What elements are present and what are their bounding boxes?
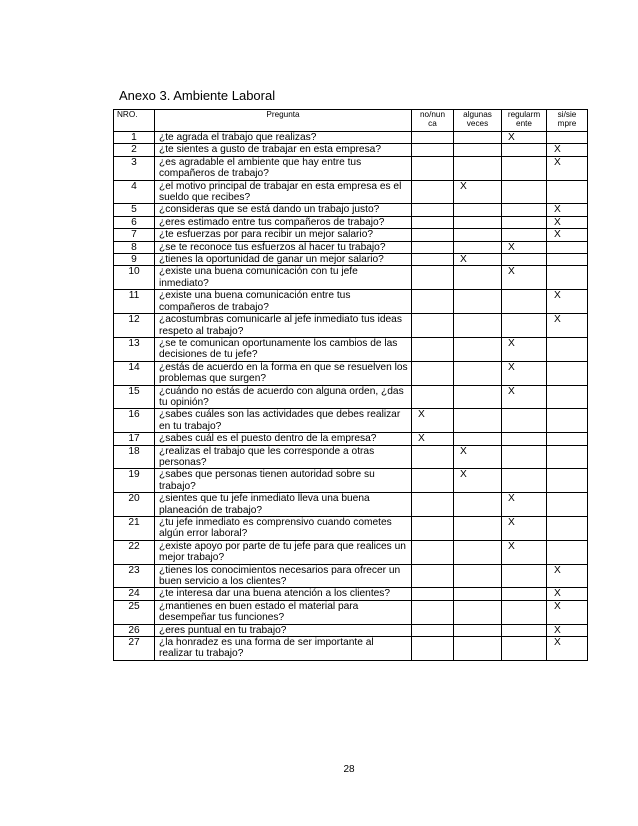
answer-regularmente <box>502 216 547 228</box>
row-number: 13 <box>114 337 155 361</box>
answer-regularmente <box>502 445 547 469</box>
answer-nunca <box>412 624 454 636</box>
row-number: 16 <box>114 409 155 433</box>
answer-siempre <box>547 517 588 541</box>
table-row <box>114 241 588 253</box>
table-row <box>114 385 588 409</box>
question-cell: ¿la honradez es una forma de ser importante al realizar tu trabajo? <box>155 637 412 661</box>
table-row <box>114 600 588 624</box>
header-siempre: si/sie mpre <box>547 110 588 132</box>
row-number: 5 <box>114 204 155 216</box>
row-number: 2 <box>114 144 155 156</box>
table-body <box>114 132 588 661</box>
answer-nunca <box>412 493 454 517</box>
answer-algunas-veces <box>454 132 502 144</box>
question-cell: ¿realizas el trabajo que les corresponde a otras personas? <box>155 445 412 469</box>
answer-siempre <box>547 266 588 290</box>
row-number: 18 <box>114 445 155 469</box>
answer-algunas-veces <box>454 493 502 517</box>
question-cell: ¿cuándo no estás de acuerdo con alguna orden, ¿das tu opinión? <box>155 385 412 409</box>
question-cell: ¿sientes que tu jefe inmediato lleva una buena planeación de trabajo? <box>155 493 412 517</box>
answer-siempre: X <box>547 600 588 624</box>
answer-siempre <box>547 445 588 469</box>
answer-siempre <box>547 385 588 409</box>
table-row <box>114 314 588 338</box>
row-number: 20 <box>114 493 155 517</box>
answer-siempre: X <box>547 624 588 636</box>
table-row <box>114 445 588 469</box>
document-title: Anexo 3. Ambiente Laboral <box>119 88 276 103</box>
row-number: 15 <box>114 385 155 409</box>
answer-nunca <box>412 156 454 180</box>
answer-siempre: X <box>547 564 588 588</box>
row-number: 21 <box>114 517 155 541</box>
answer-regularmente: X <box>502 361 547 385</box>
answer-algunas-veces <box>454 409 502 433</box>
table-row <box>114 132 588 144</box>
answer-nunca <box>412 540 454 564</box>
table-row <box>114 409 588 433</box>
answer-regularmente <box>502 156 547 180</box>
answer-algunas-veces <box>454 290 502 314</box>
answer-regularmente <box>502 229 547 241</box>
answer-algunas-veces <box>454 229 502 241</box>
answer-regularmente <box>502 433 547 445</box>
row-number: 24 <box>114 588 155 600</box>
answer-nunca <box>412 588 454 600</box>
survey-table <box>113 109 588 661</box>
answer-algunas-veces <box>454 517 502 541</box>
row-number: 7 <box>114 229 155 241</box>
answer-algunas-veces <box>454 156 502 180</box>
table-row <box>114 564 588 588</box>
row-number: 11 <box>114 290 155 314</box>
header-pregunta: Pregunta <box>155 110 412 132</box>
question-cell: ¿se te reconoce tus esfuerzos al hacer tu trabajo? <box>155 241 412 253</box>
question-cell: ¿el motivo principal de trabajar en esta empresa es el sueldo que recibes? <box>155 180 412 204</box>
answer-siempre <box>547 469 588 493</box>
row-number: 17 <box>114 433 155 445</box>
table-row <box>114 204 588 216</box>
answer-siempre <box>547 254 588 266</box>
question-cell: ¿te interesa dar una buena atención a los clientes? <box>155 588 412 600</box>
table-row <box>114 540 588 564</box>
answer-regularmente <box>502 314 547 338</box>
answer-siempre <box>547 361 588 385</box>
answer-nunca <box>412 180 454 204</box>
row-number: 1 <box>114 132 155 144</box>
answer-siempre: X <box>547 216 588 228</box>
question-cell: ¿tu jefe inmediato es comprensivo cuando cometes algún error laboral? <box>155 517 412 541</box>
answer-siempre: X <box>547 144 588 156</box>
answer-regularmente <box>502 588 547 600</box>
answer-regularmente: X <box>502 266 547 290</box>
answer-regularmente <box>502 290 547 314</box>
answer-algunas-veces <box>454 144 502 156</box>
answer-algunas-veces <box>454 266 502 290</box>
row-number: 22 <box>114 540 155 564</box>
answer-nunca <box>412 469 454 493</box>
answer-regularmente <box>502 180 547 204</box>
answer-siempre <box>547 337 588 361</box>
question-cell: ¿eres puntual en tu trabajo? <box>155 624 412 636</box>
answer-siempre: X <box>547 204 588 216</box>
row-number: 9 <box>114 254 155 266</box>
row-number: 4 <box>114 180 155 204</box>
answer-nunca <box>412 637 454 661</box>
answer-regularmente: X <box>502 493 547 517</box>
header-regularmente: regularm ente <box>502 110 547 132</box>
answer-nunca <box>412 385 454 409</box>
answer-regularmente: X <box>502 517 547 541</box>
table-row <box>114 254 588 266</box>
answer-siempre: X <box>547 229 588 241</box>
row-number: 26 <box>114 624 155 636</box>
question-cell: ¿existe una buena comunicación con tu jefe inmediato? <box>155 266 412 290</box>
table-row <box>114 144 588 156</box>
answer-nunca <box>412 241 454 253</box>
answer-nunca <box>412 132 454 144</box>
table-row <box>114 469 588 493</box>
answer-algunas-veces <box>454 600 502 624</box>
answer-nunca <box>412 254 454 266</box>
row-number: 10 <box>114 266 155 290</box>
header-nro: NRO. <box>114 110 155 132</box>
question-cell: ¿acostumbras comunicarle al jefe inmediato tus ideas respeto al trabajo? <box>155 314 412 338</box>
answer-regularmente <box>502 409 547 433</box>
table-row <box>114 588 588 600</box>
answer-nunca <box>412 517 454 541</box>
answer-nunca <box>412 229 454 241</box>
answer-siempre <box>547 433 588 445</box>
answer-nunca <box>412 204 454 216</box>
answer-regularmente <box>502 254 547 266</box>
answer-nunca <box>412 216 454 228</box>
question-cell: ¿tienes la oportunidad de ganar un mejor salario? <box>155 254 412 266</box>
answer-regularmente <box>502 144 547 156</box>
answer-siempre <box>547 540 588 564</box>
question-cell: ¿se te comunican oportunamente los cambios de las decisiones de tu jefe? <box>155 337 412 361</box>
answer-siempre: X <box>547 314 588 338</box>
answer-regularmente <box>502 637 547 661</box>
answer-siempre: X <box>547 290 588 314</box>
answer-algunas-veces <box>454 241 502 253</box>
answer-nunca <box>412 600 454 624</box>
row-number: 6 <box>114 216 155 228</box>
table-row <box>114 290 588 314</box>
answer-algunas-veces <box>454 361 502 385</box>
table-header-row <box>114 110 588 132</box>
answer-algunas-veces <box>454 637 502 661</box>
answer-algunas-veces <box>454 314 502 338</box>
answer-nunca: X <box>412 433 454 445</box>
answer-regularmente <box>502 600 547 624</box>
answer-nunca <box>412 564 454 588</box>
question-cell: ¿existe una buena comunicación entre tus compañeros de trabajo? <box>155 290 412 314</box>
answer-regularmente: X <box>502 385 547 409</box>
answer-algunas-veces: X <box>454 180 502 204</box>
table-row <box>114 493 588 517</box>
table-row <box>114 433 588 445</box>
answer-nunca <box>412 290 454 314</box>
page-number: 28 <box>343 764 355 775</box>
answer-siempre <box>547 241 588 253</box>
answer-regularmente: X <box>502 132 547 144</box>
table-row <box>114 216 588 228</box>
answer-nunca <box>412 445 454 469</box>
question-cell: ¿consideras que se está dando un trabajo justo? <box>155 204 412 216</box>
answer-algunas-veces <box>454 540 502 564</box>
answer-algunas-veces <box>454 337 502 361</box>
table-row <box>114 517 588 541</box>
answer-siempre <box>547 493 588 517</box>
header-nunca: no/nun ca <box>412 110 454 132</box>
answer-nunca <box>412 266 454 290</box>
answer-algunas-veces: X <box>454 254 502 266</box>
row-number: 3 <box>114 156 155 180</box>
answer-siempre <box>547 132 588 144</box>
answer-regularmente: X <box>502 241 547 253</box>
answer-siempre: X <box>547 588 588 600</box>
table-row <box>114 156 588 180</box>
row-number: 25 <box>114 600 155 624</box>
question-cell: ¿te sientes a gusto de trabajar en esta empresa? <box>155 144 412 156</box>
row-number: 14 <box>114 361 155 385</box>
answer-algunas-veces <box>454 385 502 409</box>
question-cell: ¿te agrada el trabajo que realizas? <box>155 132 412 144</box>
table-row <box>114 266 588 290</box>
row-number: 27 <box>114 637 155 661</box>
answer-algunas-veces <box>454 588 502 600</box>
row-number: 19 <box>114 469 155 493</box>
question-cell: ¿te esfuerzas por para recibir un mejor salario? <box>155 229 412 241</box>
question-cell: ¿estás de acuerdo en la forma en que se resuelven los problemas que surgen? <box>155 361 412 385</box>
answer-nunca <box>412 337 454 361</box>
table-row <box>114 361 588 385</box>
answer-regularmente: X <box>502 540 547 564</box>
answer-regularmente: X <box>502 337 547 361</box>
table-row <box>114 637 588 661</box>
question-cell: ¿sabes que personas tienen autoridad sobre su trabajo? <box>155 469 412 493</box>
question-cell: ¿eres estimado entre tus compañeros de trabajo? <box>155 216 412 228</box>
question-cell: ¿sabes cuál es el puesto dentro de la empresa? <box>155 433 412 445</box>
answer-siempre: X <box>547 156 588 180</box>
answer-algunas-veces <box>454 433 502 445</box>
question-cell: ¿tienes los conocimientos necesarios para ofrecer un buen servicio a los clientes? <box>155 564 412 588</box>
question-cell: ¿sabes cuáles son las actividades que debes realizar en tu trabajo? <box>155 409 412 433</box>
table-row <box>114 337 588 361</box>
answer-algunas-veces <box>454 204 502 216</box>
table-row <box>114 180 588 204</box>
answer-algunas-veces <box>454 216 502 228</box>
answer-nunca <box>412 361 454 385</box>
answer-algunas-veces: X <box>454 469 502 493</box>
question-cell: ¿existe apoyo por parte de tu jefe para que realices un mejor trabajo? <box>155 540 412 564</box>
answer-siempre: X <box>547 637 588 661</box>
answer-siempre <box>547 409 588 433</box>
answer-algunas-veces: X <box>454 445 502 469</box>
question-cell: ¿mantienes en buen estado el material para desempeñar tus funciones? <box>155 600 412 624</box>
answer-algunas-veces <box>454 624 502 636</box>
question-cell: ¿es agradable el ambiente que hay entre tus compañeros de trabajo? <box>155 156 412 180</box>
answer-regularmente <box>502 624 547 636</box>
answer-nunca <box>412 144 454 156</box>
answer-nunca <box>412 314 454 338</box>
table-row <box>114 624 588 636</box>
table-row <box>114 229 588 241</box>
row-number: 8 <box>114 241 155 253</box>
row-number: 12 <box>114 314 155 338</box>
answer-regularmente <box>502 204 547 216</box>
header-algunas-veces: algunas veces <box>454 110 502 132</box>
answer-regularmente <box>502 564 547 588</box>
answer-algunas-veces <box>454 564 502 588</box>
answer-nunca: X <box>412 409 454 433</box>
row-number: 23 <box>114 564 155 588</box>
answer-siempre <box>547 180 588 204</box>
answer-regularmente <box>502 469 547 493</box>
